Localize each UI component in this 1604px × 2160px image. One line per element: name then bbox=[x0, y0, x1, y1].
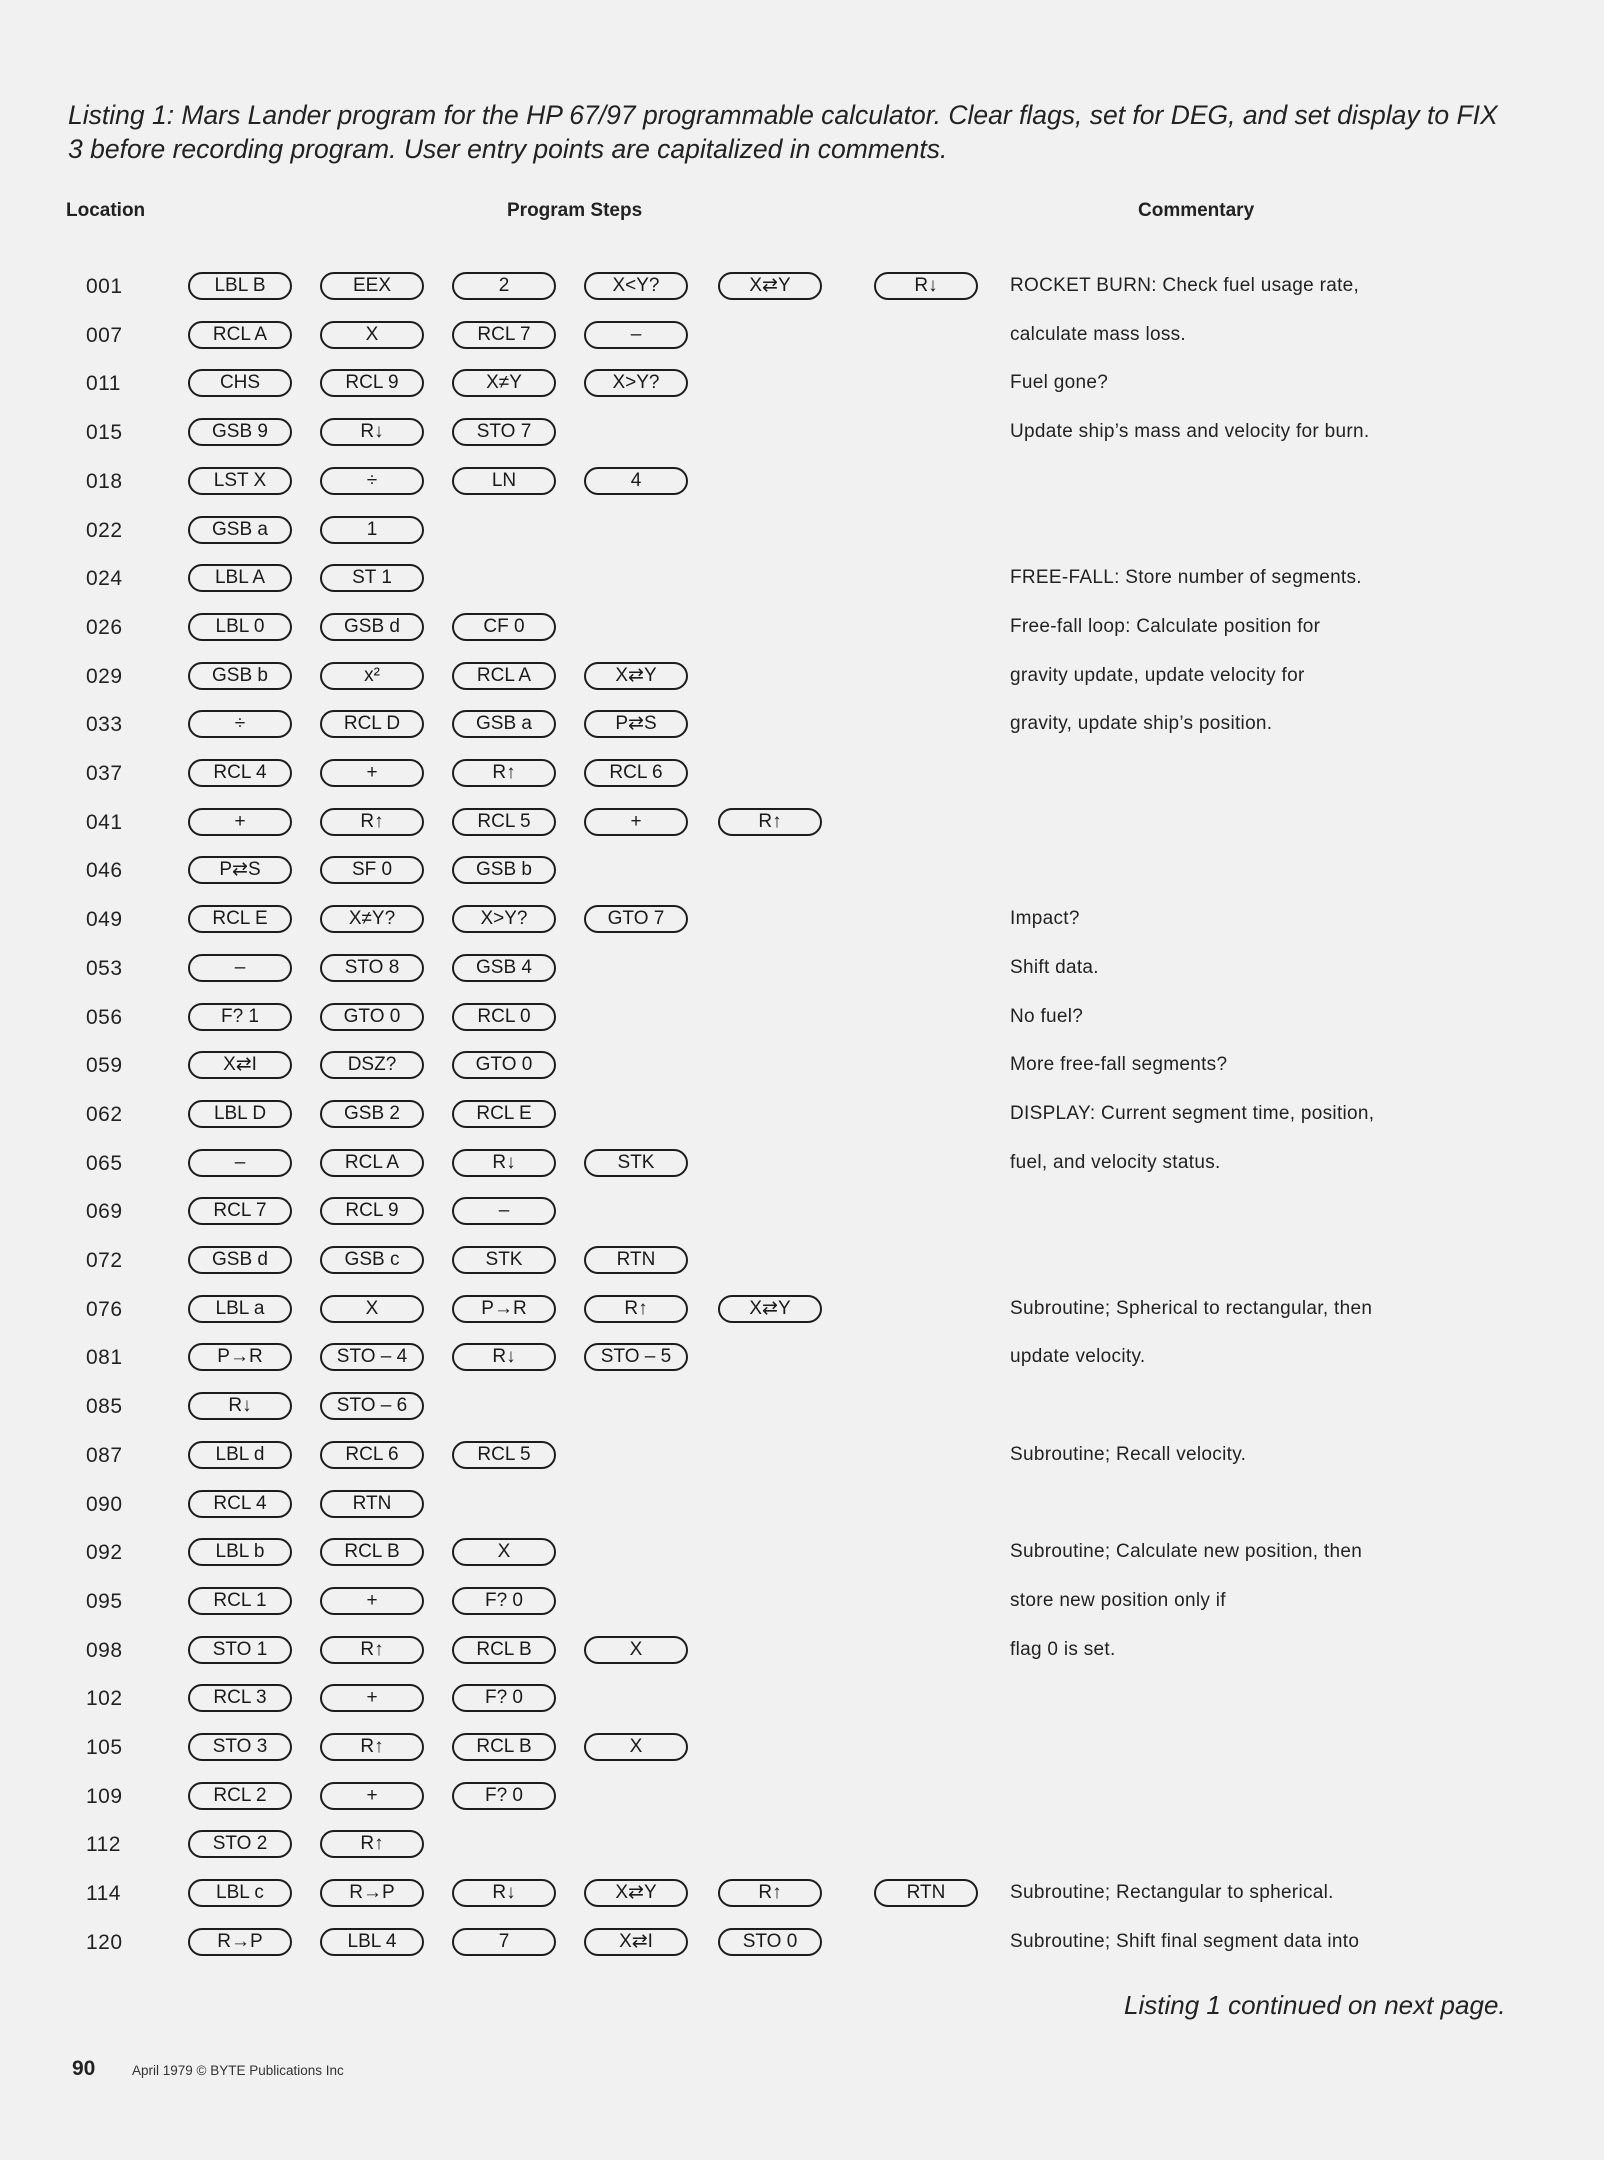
location-number: 026 bbox=[86, 615, 123, 639]
commentary-text: store new position only if bbox=[1010, 1589, 1226, 1611]
program-step-key: R↓ bbox=[320, 418, 424, 446]
listing-caption: Listing 1: Mars Lander program for the HP 67/97 programmable calculator. Clear flags, set for DEG, and set display to FIX 3 before recording program. User entry points are capitalized in comments. bbox=[68, 100, 1498, 164]
program-steps-column-header: Program Steps bbox=[507, 200, 643, 221]
table-row bbox=[0, 558, 1604, 602]
program-step-key: R→P bbox=[188, 1928, 292, 1956]
program-step-key: – bbox=[188, 954, 292, 982]
program-step-key: STO 7 bbox=[452, 418, 556, 446]
location-number: 095 bbox=[86, 1589, 123, 1613]
location-number: 065 bbox=[86, 1151, 123, 1175]
commentary-text: Subroutine; Spherical to rectangular, then bbox=[1010, 1297, 1373, 1319]
location-number: 092 bbox=[86, 1541, 123, 1565]
location-number: 024 bbox=[86, 567, 123, 591]
program-step-key: P⇄S bbox=[188, 856, 292, 884]
program-step-key: ST 1 bbox=[320, 564, 424, 592]
program-step-key: RCL B bbox=[320, 1538, 424, 1566]
commentary-column-header: Commentary bbox=[1138, 200, 1255, 221]
program-step-key: STO – 4 bbox=[320, 1343, 424, 1371]
location-number: 098 bbox=[86, 1638, 123, 1662]
program-step-key: RCL E bbox=[452, 1100, 556, 1128]
program-step-key: GSB d bbox=[188, 1246, 292, 1274]
publication-line: April 1979 © BYTE Publications Inc bbox=[132, 2063, 344, 2078]
program-step-key: F? 1 bbox=[188, 1003, 292, 1031]
program-step-key: F? 0 bbox=[452, 1587, 556, 1615]
location-number: 056 bbox=[86, 1005, 123, 1029]
program-step-key: – bbox=[188, 1149, 292, 1177]
program-step-key: X⇄Y bbox=[718, 272, 822, 300]
commentary-text: Impact? bbox=[1010, 908, 1080, 930]
commentary-text: update velocity. bbox=[1010, 1346, 1146, 1368]
location-column-header: Location bbox=[66, 200, 146, 221]
commentary-text: Subroutine; Calculate new position, then bbox=[1010, 1541, 1363, 1563]
table-row bbox=[0, 1045, 1604, 1089]
program-step-key: GTO 0 bbox=[320, 1003, 424, 1031]
program-step-key: RCL A bbox=[188, 321, 292, 349]
commentary-text: Subroutine; Rectangular to spherical. bbox=[1010, 1882, 1334, 1904]
program-step-key: STO 0 bbox=[718, 1928, 822, 1956]
program-step-key: LBL c bbox=[188, 1879, 292, 1907]
program-step-key: – bbox=[452, 1197, 556, 1225]
program-step-key: ÷ bbox=[188, 710, 292, 738]
commentary-text: flag 0 is set. bbox=[1010, 1638, 1116, 1660]
location-number: 041 bbox=[86, 810, 123, 834]
program-step-key: LBL 4 bbox=[320, 1928, 424, 1956]
program-step-key: 2 bbox=[452, 272, 556, 300]
program-step-key: RTN bbox=[584, 1246, 688, 1274]
program-step-key: RCL 5 bbox=[452, 808, 556, 836]
location-number: 081 bbox=[86, 1346, 123, 1370]
program-step-key: GTO 7 bbox=[584, 905, 688, 933]
table-row bbox=[0, 1776, 1604, 1820]
program-step-key: R↓ bbox=[188, 1392, 292, 1420]
program-step-key: X bbox=[452, 1538, 556, 1566]
table-row bbox=[0, 899, 1604, 943]
program-step-key: P→R bbox=[452, 1295, 556, 1323]
program-step-key: RCL 1 bbox=[188, 1587, 292, 1615]
location-number: 046 bbox=[86, 859, 123, 883]
commentary-text: fuel, and velocity status. bbox=[1010, 1151, 1221, 1173]
program-step-key: P→R bbox=[188, 1343, 292, 1371]
location-number: 114 bbox=[86, 1882, 121, 1906]
program-step-key: GSB 2 bbox=[320, 1100, 424, 1128]
commentary-text: Subroutine; Shift final segment data into bbox=[1010, 1930, 1360, 1952]
program-step-key: GTO 0 bbox=[452, 1051, 556, 1079]
location-number: 007 bbox=[86, 323, 123, 347]
program-step-key: GSB d bbox=[320, 613, 424, 641]
program-step-key: X⇄I bbox=[188, 1051, 292, 1079]
commentary-text: calculate mass loss. bbox=[1010, 323, 1187, 345]
program-step-key: LBL a bbox=[188, 1295, 292, 1323]
program-step-key: R↑ bbox=[320, 1733, 424, 1761]
program-step-key: EEX bbox=[320, 272, 424, 300]
program-step-key: LBL d bbox=[188, 1441, 292, 1469]
program-step-key: X<Y? bbox=[584, 272, 688, 300]
table-row bbox=[0, 850, 1604, 894]
program-step-key: X bbox=[584, 1636, 688, 1664]
program-step-key: RCL D bbox=[320, 710, 424, 738]
program-step-key: X⇄Y bbox=[584, 1879, 688, 1907]
table-row bbox=[0, 753, 1604, 797]
location-number: 076 bbox=[86, 1297, 123, 1321]
table-row bbox=[0, 1386, 1604, 1430]
program-step-key: R↓ bbox=[452, 1343, 556, 1371]
location-number: 022 bbox=[86, 518, 123, 542]
program-step-key: X≠Y? bbox=[320, 905, 424, 933]
program-step-key: R↑ bbox=[718, 808, 822, 836]
program-step-key: – bbox=[584, 321, 688, 349]
location-number: 062 bbox=[86, 1102, 123, 1126]
program-step-key: R↑ bbox=[320, 1636, 424, 1664]
table-row bbox=[0, 1094, 1604, 1138]
table-row bbox=[0, 1727, 1604, 1771]
commentary-text: Free-fall loop: Calculate position for bbox=[1010, 615, 1321, 637]
program-step-key: CF 0 bbox=[452, 613, 556, 641]
table-row bbox=[0, 607, 1604, 651]
program-step-key: R↑ bbox=[320, 808, 424, 836]
location-number: 018 bbox=[86, 469, 123, 493]
program-step-key: STK bbox=[452, 1246, 556, 1274]
location-number: 011 bbox=[86, 372, 121, 396]
program-step-key: LBL A bbox=[188, 564, 292, 592]
program-step-key: X bbox=[320, 321, 424, 349]
program-step-key: STO 8 bbox=[320, 954, 424, 982]
program-step-key: RCL A bbox=[320, 1149, 424, 1177]
program-step-key: RTN bbox=[320, 1490, 424, 1518]
program-step-key: GSB a bbox=[452, 710, 556, 738]
program-step-key: RCL 0 bbox=[452, 1003, 556, 1031]
program-step-key: LBL b bbox=[188, 1538, 292, 1566]
table-row bbox=[0, 1240, 1604, 1284]
table-row bbox=[0, 802, 1604, 846]
program-step-key: RCL E bbox=[188, 905, 292, 933]
program-step-key: R↑ bbox=[452, 759, 556, 787]
program-step-key: RCL B bbox=[452, 1733, 556, 1761]
location-number: 029 bbox=[86, 664, 123, 688]
location-number: 090 bbox=[86, 1492, 123, 1516]
program-step-key: X>Y? bbox=[452, 905, 556, 933]
table-row bbox=[0, 948, 1604, 992]
table-row bbox=[0, 1581, 1604, 1625]
location-number: 102 bbox=[86, 1687, 123, 1711]
table-row bbox=[0, 412, 1604, 456]
program-step-key: RTN bbox=[874, 1879, 978, 1907]
location-number: 087 bbox=[86, 1443, 123, 1467]
commentary-text: DISPLAY: Current segment time, position, bbox=[1010, 1102, 1375, 1124]
program-step-key: LST X bbox=[188, 467, 292, 495]
location-number: 085 bbox=[86, 1395, 123, 1419]
table-row bbox=[0, 1824, 1604, 1868]
location-number: 015 bbox=[86, 421, 123, 445]
table-row bbox=[0, 1191, 1604, 1235]
table-row bbox=[0, 1532, 1604, 1576]
program-step-key: R↑ bbox=[320, 1830, 424, 1858]
program-step-key: LBL B bbox=[188, 272, 292, 300]
table-row bbox=[0, 1678, 1604, 1722]
table-row bbox=[0, 510, 1604, 554]
program-step-key: X⇄Y bbox=[718, 1295, 822, 1323]
program-step-key: LN bbox=[452, 467, 556, 495]
program-step-key: RCL 4 bbox=[188, 759, 292, 787]
location-number: 049 bbox=[86, 908, 123, 932]
program-step-key: SF 0 bbox=[320, 856, 424, 884]
table-row bbox=[0, 1435, 1604, 1479]
commentary-text: Shift data. bbox=[1010, 956, 1099, 978]
program-step-key: LBL D bbox=[188, 1100, 292, 1128]
program-step-key: 1 bbox=[320, 516, 424, 544]
program-step-key: + bbox=[584, 808, 688, 836]
location-number: 109 bbox=[86, 1784, 123, 1808]
commentary-text: gravity, update ship’s position. bbox=[1010, 713, 1273, 735]
location-number: 053 bbox=[86, 956, 123, 980]
location-number: 112 bbox=[86, 1833, 121, 1857]
continued-note: Listing 1 continued on next page. bbox=[1124, 1990, 1506, 2020]
location-number: 120 bbox=[86, 1930, 123, 1954]
table-row bbox=[0, 1484, 1604, 1528]
table-row bbox=[0, 1922, 1604, 1966]
program-step-key: X≠Y bbox=[452, 369, 556, 397]
program-step-key: STO – 6 bbox=[320, 1392, 424, 1420]
program-step-key: RCL 2 bbox=[188, 1782, 292, 1810]
program-step-key: RCL 7 bbox=[188, 1197, 292, 1225]
commentary-text: Fuel gone? bbox=[1010, 372, 1109, 394]
location-number: 001 bbox=[86, 275, 123, 298]
table-row bbox=[0, 1337, 1604, 1381]
program-step-key: R↑ bbox=[718, 1879, 822, 1907]
program-step-key: + bbox=[320, 759, 424, 787]
table-row bbox=[0, 461, 1604, 505]
location-number: 105 bbox=[86, 1736, 123, 1759]
program-step-key: GSB b bbox=[188, 662, 292, 690]
program-step-key: GSB 4 bbox=[452, 954, 556, 982]
program-step-key: RCL 5 bbox=[452, 1441, 556, 1469]
program-step-key: STO – 5 bbox=[584, 1343, 688, 1371]
table-row bbox=[0, 1289, 1604, 1333]
commentary-text: FREE-FALL: Store number of segments. bbox=[1010, 567, 1362, 589]
program-step-key: X⇄Y bbox=[584, 662, 688, 690]
program-step-key: x² bbox=[320, 662, 424, 690]
program-step-key: P⇄S bbox=[584, 710, 688, 738]
program-step-key: GSB c bbox=[320, 1246, 424, 1274]
program-step-key: X bbox=[320, 1295, 424, 1323]
program-step-key: RCL 6 bbox=[584, 759, 688, 787]
program-step-key: RCL 6 bbox=[320, 1441, 424, 1469]
commentary-text: Subroutine; Recall velocity. bbox=[1010, 1443, 1247, 1465]
program-step-key: LBL 0 bbox=[188, 613, 292, 641]
program-step-key: GSB 9 bbox=[188, 418, 292, 446]
location-number: 059 bbox=[86, 1054, 123, 1078]
program-step-key: RCL 4 bbox=[188, 1490, 292, 1518]
table-row bbox=[0, 1873, 1604, 1917]
program-step-key: + bbox=[320, 1782, 424, 1810]
table-row bbox=[0, 363, 1604, 407]
program-step-key: + bbox=[188, 808, 292, 836]
program-step-key: STO 2 bbox=[188, 1830, 292, 1858]
commentary-text: gravity update, update velocity for bbox=[1010, 664, 1305, 686]
program-step-key: 7 bbox=[452, 1928, 556, 1956]
program-step-key: RCL B bbox=[452, 1636, 556, 1664]
location-number: 033 bbox=[86, 713, 123, 737]
commentary-text: ROCKET BURN: Check fuel usage rate, bbox=[1010, 275, 1360, 296]
program-step-key: STO 3 bbox=[188, 1733, 292, 1761]
table-row bbox=[0, 1630, 1604, 1674]
program-step-key: X bbox=[584, 1733, 688, 1761]
commentary-text: More free-fall segments? bbox=[1010, 1054, 1228, 1076]
location-number: 072 bbox=[86, 1249, 123, 1272]
program-step-key: 4 bbox=[584, 467, 688, 495]
table-row bbox=[0, 704, 1604, 748]
program-step-key: + bbox=[320, 1587, 424, 1615]
program-step-key: RCL 9 bbox=[320, 369, 424, 397]
table-row bbox=[0, 1143, 1604, 1187]
program-step-key: GSB b bbox=[452, 856, 556, 884]
program-step-key: R↓ bbox=[452, 1879, 556, 1907]
program-step-key: STO 1 bbox=[188, 1636, 292, 1664]
program-step-key: ÷ bbox=[320, 467, 424, 495]
program-step-key: + bbox=[320, 1684, 424, 1712]
table-row bbox=[0, 266, 1604, 310]
program-step-key: RCL A bbox=[452, 662, 556, 690]
table-row bbox=[0, 656, 1604, 700]
program-step-key: F? 0 bbox=[452, 1684, 556, 1712]
program-step-key: R↑ bbox=[584, 1295, 688, 1323]
program-step-key: RCL 7 bbox=[452, 321, 556, 349]
commentary-text: No fuel? bbox=[1010, 1005, 1084, 1027]
program-step-key: CHS bbox=[188, 369, 292, 397]
program-step-key: X⇄I bbox=[584, 1928, 688, 1956]
location-number: 037 bbox=[86, 762, 123, 785]
program-step-key: R→P bbox=[320, 1879, 424, 1907]
program-step-key: F? 0 bbox=[452, 1782, 556, 1810]
program-step-key: STK bbox=[584, 1149, 688, 1177]
table-row bbox=[0, 315, 1604, 359]
program-step-key: R↓ bbox=[452, 1149, 556, 1177]
program-step-key: DSZ? bbox=[320, 1051, 424, 1079]
page-number: 90 bbox=[72, 2057, 96, 2080]
commentary-text: Update ship’s mass and velocity for burn. bbox=[1010, 421, 1370, 443]
location-number: 069 bbox=[86, 1200, 123, 1224]
table-row bbox=[0, 997, 1604, 1041]
program-step-key: GSB a bbox=[188, 516, 292, 544]
program-step-key: RCL 9 bbox=[320, 1197, 424, 1225]
program-step-key: RCL 3 bbox=[188, 1684, 292, 1712]
program-step-key: X>Y? bbox=[584, 369, 688, 397]
program-step-key: R↓ bbox=[874, 272, 978, 300]
